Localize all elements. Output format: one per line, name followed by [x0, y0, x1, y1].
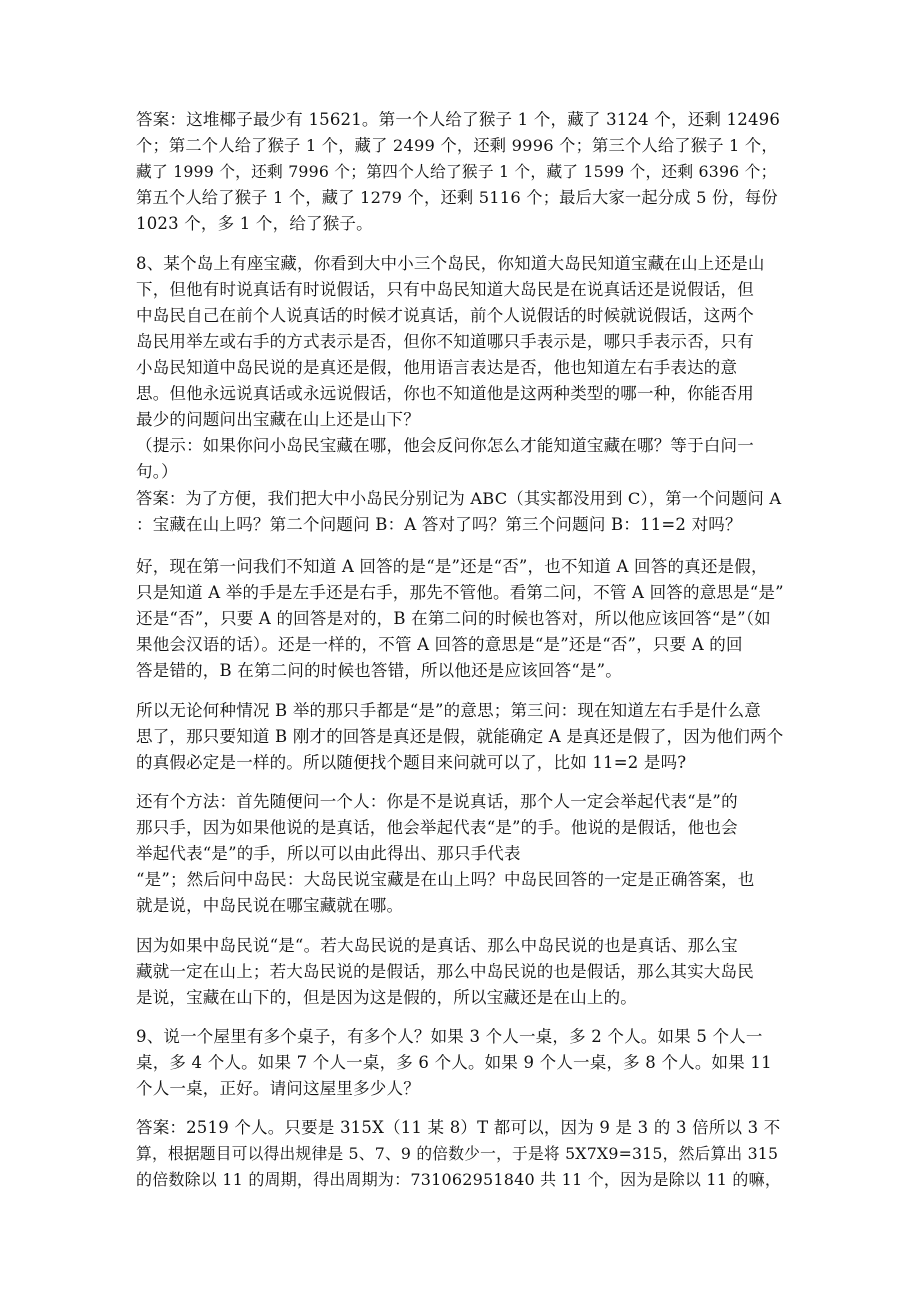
text-line: 最少的问题问出宝藏在山上还是山下？: [136, 410, 420, 429]
text-line: 思了，那只要知道 B 刚才的回答是真还是假，就能确定 A 是真还是假了，因为他们两个: [136, 727, 784, 746]
answer-8d-paragraph: [136, 789, 786, 919]
text-line: 藏就一定在山上；若大岛民说的是假话，那么中岛民说的也是假话，那么其实大岛民: [136, 962, 754, 981]
text-line: 答是错的，B 在第二问的时候也答错，所以他还是应该回答“是”。: [136, 661, 622, 680]
text-line: 果他会汉语的话）。还是一样的，不管 A 回答的意思是“是”还是“否”，只要 A 的回: [136, 635, 743, 654]
text-line: 那只手，因为如果他说的是真话，他会举起代表“是”的手。他说的是假话，他也会: [136, 818, 738, 837]
answer-8a-paragraph: [136, 486, 786, 538]
text-line: 岛民用举左或右手的方式表示是否，但你不知道哪只手表示是，哪只手表示否，只有: [136, 332, 754, 351]
answer-8e-paragraph: [136, 933, 786, 1011]
text-line: 中岛民自己在前个人说真话的时候才说真话，前个人说假话的时候就说假话，这两个: [136, 306, 754, 325]
text-line: 的倍数除以 11 的周期，得出周期为：731062951840 共 11 个，因为是除以 11 的嘛，: [136, 1170, 782, 1189]
text-line: 举起代表“是”的手，所以可以由此得出、那只手代表: [136, 844, 521, 863]
text-line: 因为如果中岛民说“是“。若大岛民说的是真话、那么中岛民说的也是真话、那么宝: [136, 936, 738, 955]
text-line: 答案：2519 个人。只要是 315X（11 某 8）T 都可以，因为 9 是 3 的 3 倍所以 3 不: [136, 1118, 781, 1137]
text-line: 9、说一个屋里有多个桌子，有多个人？如果 3 个人一桌，多 2 个人。如果 5 个人一: [136, 1027, 763, 1046]
text-line: 只是知道 A 举的手是左手还是右手，那先不管他。看第二问，不管 A 回答的意思是“是”: [136, 583, 784, 602]
text-line: ：宝藏在山上吗？第二个问题问 B：A 答对了吗？第三个问题问 B：11=2 对吗？: [136, 515, 742, 534]
text-line: 好，现在第一问我们不知道 A 回答的是“是”还是“否”，也不知道 A 回答的真还是假，: [136, 557, 768, 576]
question-9-paragraph: [136, 1024, 786, 1102]
text-line: 小岛民知道中岛民说的是真还是假，他用语言表达是否，他也知道左右手表达的意: [136, 358, 738, 377]
text-line: 下，但他有时说真话有时说假话，只有中岛民知道大岛民是在说真话还是说假话，但: [136, 280, 754, 299]
text-line: 8、某个岛上有座宝藏，你看到大中小三个岛民，你知道大岛民知道宝藏在山上还是山: [136, 254, 765, 273]
answer-9-paragraph: [136, 1115, 786, 1193]
text-line: 第五个人给了猴子 1 个，藏了 1279 个，还剩 5116 个；最后大家一起分成 5 份，每份: [136, 188, 778, 207]
text-line: 答案：这堆椰子最少有 15621。第一个人给了猴子 1 个，藏了 3124 个，还剩 12496: [136, 110, 781, 129]
text-line: 答案：为了方便，我们把大中小岛民分别记为 ABC（其实都没用到 C），第一个问题问 A: [136, 489, 782, 508]
text-line: 的真假必定是一样的。所以随便找个题目来问就可以了，比如 11=2 是吗?: [136, 753, 687, 772]
text-line: 还是“否”，只要 A 的回答是对的，B 在第二问的时候也答对，所以他应该回答“是”（如: [136, 609, 771, 628]
answer-8b-paragraph: [136, 554, 786, 684]
text-line: 所以无论何种情况 B 举的那只手都是“是”的意思；第三问：现在知道左右手是什么意: [136, 701, 761, 720]
text-line: 就是说，中岛民说在哪宝藏就在哪。: [136, 896, 404, 915]
question-8-paragraph: [136, 251, 786, 485]
text-line: 藏了 1999 个，还剩 7996 个；第四个人给了猴子 1 个，藏了 1599 个，还剩 6396 个；: [136, 162, 777, 181]
text-line: 桌，多 4 个人。如果 7 个人一桌，多 6 个人。如果 9 个人一桌，多 8 个人。如果 11: [136, 1053, 772, 1072]
text-line: 还有个方法：首先随便问一个人：你是不是说真话，那个人一定会举起代表“是”的: [136, 792, 738, 811]
hint-line: 句。）: [136, 462, 178, 481]
answer-8c-paragraph: [136, 698, 786, 776]
text-line: 个人一桌，正好。请问这屋里多少人？: [136, 1079, 420, 1098]
text-line: 思。但他永远说真话或永远说假话，你也不知道他是这两种类型的哪一种，你能否用: [136, 384, 754, 403]
text-line: 是说，宝藏在山下的，但是因为这是假的，所以宝藏还是在山上的。: [136, 988, 637, 1007]
answer-7-paragraph: [136, 107, 786, 237]
text-line: “是”；然后问中岛民：大岛民说宝藏是在山上吗？中岛民回答的一定是正确答案，也: [136, 870, 755, 889]
text-line: 个；第二个人给了猴子 1 个，藏了 2499 个，还剩 9996 个；第三个人给了猴子 1 个，: [136, 136, 778, 155]
text-line: 1023 个，多 1 个，给了猴子。: [136, 214, 373, 233]
hint-line: （提示：如果你问小岛民宝藏在哪，他会反问你怎么才能知道宝藏在哪？等于白问一: [136, 436, 754, 455]
text-line: 算，根据题目可以得出规律是 5、7、9 的倍数少一，于是将 5X7X9=315，然后算出 315: [136, 1144, 779, 1163]
